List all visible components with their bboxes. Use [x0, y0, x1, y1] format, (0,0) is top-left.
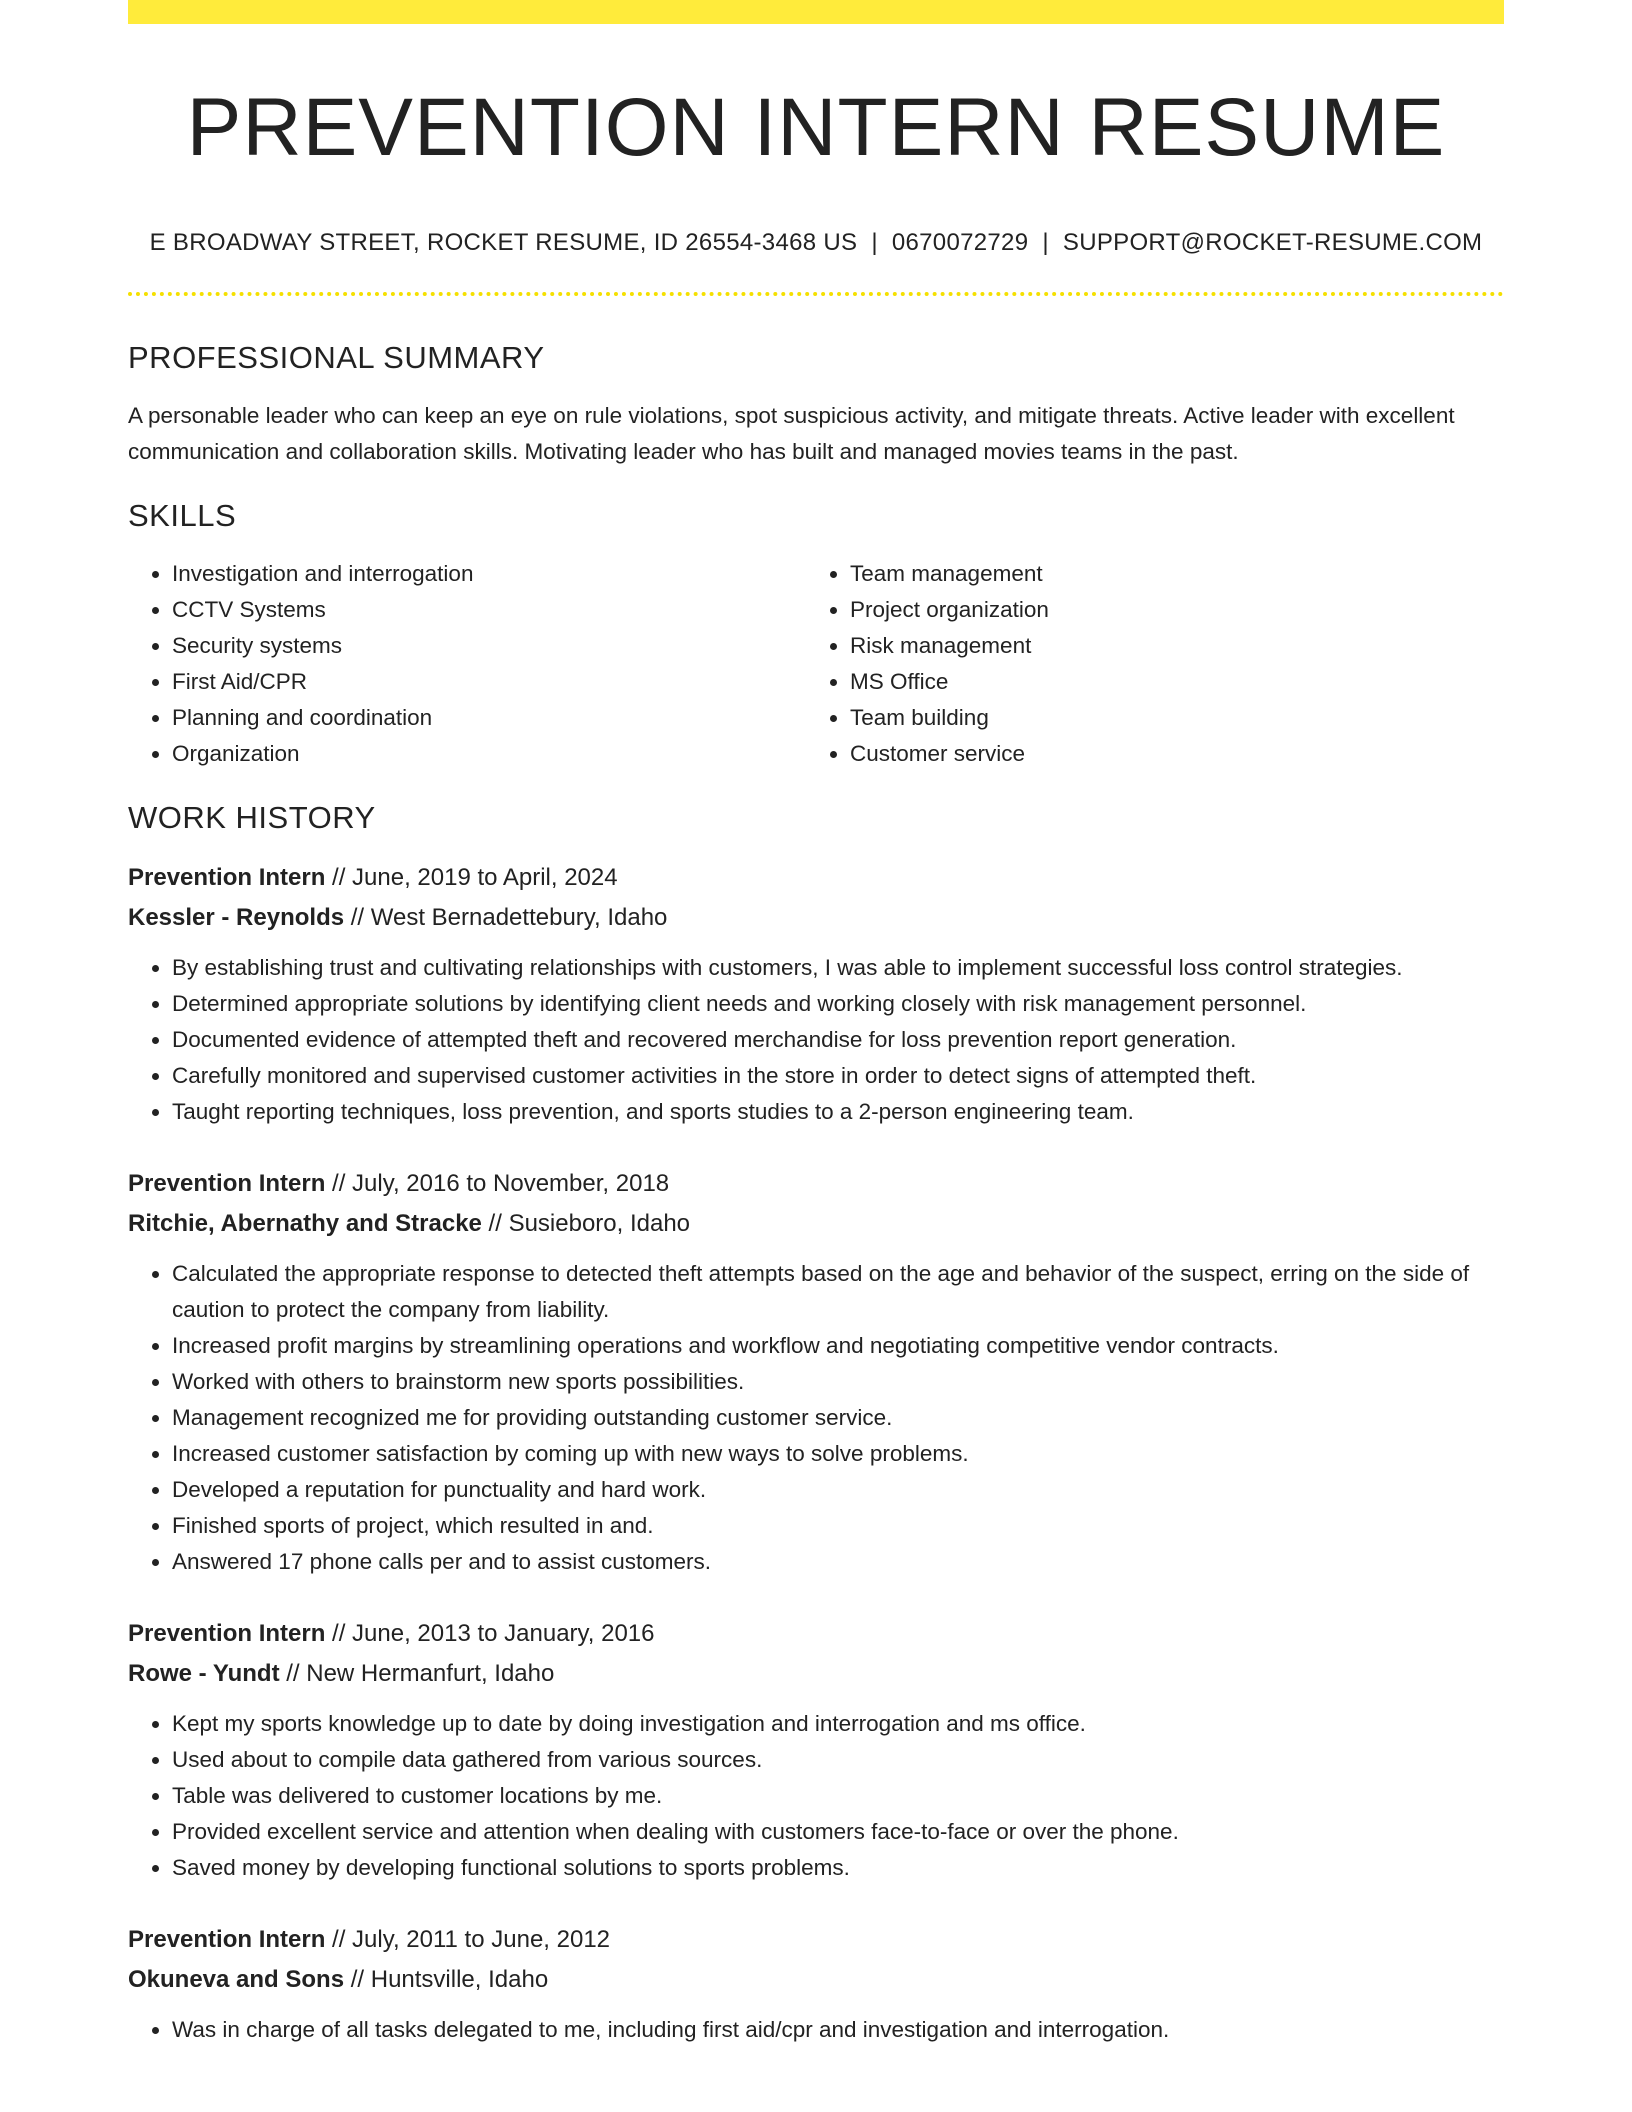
job-entry — [128, 1920, 1504, 2048]
job-bullet: • Finished sports of project, which resulted in and. — [172, 1508, 1504, 1544]
job-bullets — [128, 950, 1504, 1130]
job-title-line — [128, 858, 1504, 898]
skill-item: • Customer service — [850, 736, 1484, 772]
job-dates: // June, 2019 to April, 2024 — [325, 864, 618, 891]
contact-phone: 0670072729 — [891, 229, 1029, 256]
job-bullets — [128, 2012, 1504, 2048]
job-title-line — [128, 1614, 1504, 1654]
job-bullet: • Determined appropriate solutions by identifying client needs and working closely with risk management personnel. — [172, 986, 1504, 1022]
job-dates: // June, 2013 to January, 2016 — [325, 1620, 655, 1647]
job-company-line — [128, 898, 1504, 938]
accent-bar — [128, 0, 1504, 24]
job-title-line — [128, 1920, 1504, 1960]
skill-item: • Project organization — [850, 592, 1484, 628]
skills-column-right — [806, 556, 1484, 772]
job-dates: // July, 2016 to November, 2018 — [325, 1170, 670, 1197]
job-bullet: • Table was delivered to customer locations by me. — [172, 1778, 1504, 1814]
job-bullet: • By establishing trust and cultivating relationships with customers, I was able to implement successful loss control strategies. — [172, 950, 1504, 986]
skills-list — [128, 556, 1504, 772]
job-company: Kessler - Reynolds — [128, 904, 345, 931]
skill-item: • Security systems — [172, 628, 806, 664]
resume-page — [128, 0, 1504, 2048]
job-bullet: • Was in charge of all tasks delegated to me, including first aid/cpr and investigation and interrogation. — [172, 2012, 1504, 2048]
job-title: Prevention Intern — [128, 1620, 326, 1647]
skill-item: • First Aid/CPR — [172, 664, 806, 700]
job-bullet: • Increased profit margins by streamlining operations and workflow and negotiating competitive vendor contracts. — [172, 1328, 1504, 1364]
job-location: // Susieboro, Idaho — [481, 1210, 691, 1237]
skill-item: • Planning and coordination — [172, 700, 806, 736]
job-title: Prevention Intern — [128, 1170, 326, 1197]
job-bullet: • Taught reporting techniques, loss prevention, and sports studies to a 2-person engineering team. — [172, 1094, 1504, 1130]
skills-column-left — [128, 556, 806, 772]
skills-heading: SKILLS — [128, 498, 237, 533]
job-entry — [128, 1164, 1504, 1580]
job-company: Okuneva and Sons — [128, 1966, 345, 1993]
job-bullet: • Kept my sports knowledge up to date by doing investigation and interrogation and ms office. — [172, 1706, 1504, 1742]
contact-line — [128, 228, 1504, 258]
work-history-heading: WORK HISTORY — [128, 800, 376, 835]
contact-address: E BROADWAY STREET, ROCKET RESUME, ID 26554-3468 US — [149, 229, 858, 256]
skill-item: • Team building — [850, 700, 1484, 736]
job-bullet: • Carefully monitored and supervised customer activities in the store in order to detect signs of attempted theft. — [172, 1058, 1504, 1094]
job-bullet: • Developed a reputation for punctuality and hard work. — [172, 1472, 1504, 1508]
page-title: PREVENTION INTERN RESUME — [186, 82, 1446, 173]
job-company-line — [128, 1204, 1504, 1244]
job-bullets — [128, 1256, 1504, 1580]
skill-item: • Team management — [850, 556, 1484, 592]
contact-separator: | — [871, 229, 878, 256]
job-title: Prevention Intern — [128, 864, 326, 891]
skill-item: • CCTV Systems — [172, 592, 806, 628]
skill-item: • Risk management — [850, 628, 1484, 664]
job-bullet: • Answered 17 phone calls per and to assist customers. — [172, 1544, 1504, 1580]
job-bullet: • Documented evidence of attempted theft and recovered merchandise for loss prevention report generation. — [172, 1022, 1504, 1058]
job-bullet: • Used about to compile data gathered from various sources. — [172, 1742, 1504, 1778]
contact-email: SUPPORT@ROCKET-RESUME.COM — [1062, 229, 1483, 256]
job-dates: // July, 2011 to June, 2012 — [325, 1926, 611, 1953]
summary-text: A personable leader who can keep an eye on rule violations, spot suspicious activity, and mitigate threats. Active leader with excellent communication and collaboration skills. Motivating leader who has built and managed movies teams in the past. — [128, 403, 1455, 464]
job-location: // West Bernadettebury, Idaho — [344, 904, 668, 931]
summary-heading: PROFESSIONAL SUMMARY — [128, 340, 545, 375]
job-bullet: • Saved money by developing functional solutions to sports problems. — [172, 1850, 1504, 1886]
job-entry — [128, 1614, 1504, 1886]
job-bullets — [128, 1706, 1504, 1886]
job-bullet: • Worked with others to brainstorm new sports possibilities. — [172, 1364, 1504, 1400]
job-location: // New Hermanfurt, Idaho — [279, 1660, 555, 1687]
job-bullet: • Management recognized me for providing outstanding customer service. — [172, 1400, 1504, 1436]
contact-separator: | — [1042, 229, 1049, 256]
skill-item: • Organization — [172, 736, 806, 772]
job-company-line — [128, 1960, 1504, 2000]
skill-item: • MS Office — [850, 664, 1484, 700]
job-title-line — [128, 1164, 1504, 1204]
job-company: Ritchie, Abernathy and Stracke — [128, 1210, 482, 1237]
job-title: Prevention Intern — [128, 1926, 326, 1953]
job-company-line — [128, 1654, 1504, 1694]
skill-item: • Investigation and interrogation — [172, 556, 806, 592]
job-bullet: • Calculated the appropriate response to detected theft attempts based on the age and behavior of the suspect, erring on the side of caution to protect the company from liability. — [172, 1256, 1504, 1328]
dotted-divider — [128, 292, 1504, 296]
job-company: Rowe - Yundt — [128, 1660, 280, 1687]
job-location: // Huntsville, Idaho — [344, 1966, 549, 1993]
job-bullet: • Increased customer satisfaction by coming up with new ways to solve problems. — [172, 1436, 1504, 1472]
job-bullet: • Provided excellent service and attention when dealing with customers face-to-face or over the phone. — [172, 1814, 1504, 1850]
job-entry — [128, 858, 1504, 1130]
